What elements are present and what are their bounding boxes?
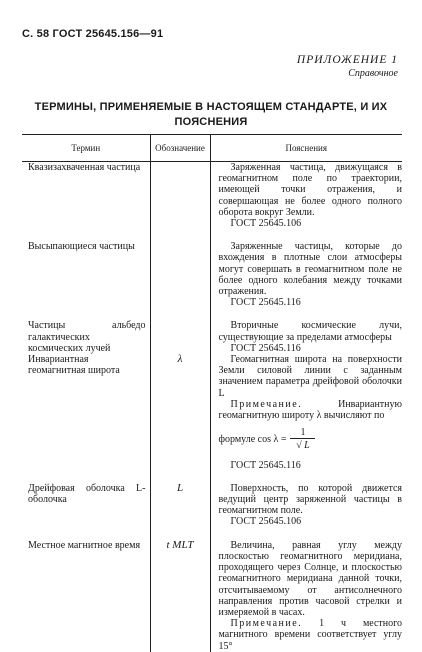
table-header-row: [22, 135, 402, 162]
gost-reference: ГОСТ 25645.116: [230, 297, 301, 309]
formula-fraction: [290, 427, 315, 451]
symbol-cell: t MLT: [150, 540, 210, 652]
symbol-cell: L: [150, 483, 210, 528]
formula-numerator: 1: [290, 427, 315, 439]
gost-reference: ГОСТ 25645.116: [230, 342, 301, 354]
symbol-cell: [150, 320, 210, 354]
gost-reference: ГОСТ 25645.106: [230, 218, 302, 230]
term-cell: Дрейфовая оболочка L-оболочка: [28, 482, 146, 506]
explanation-cell: [210, 483, 402, 528]
note-text: Инвариантную геомагнитную широту λ вычисляют по: [218, 398, 402, 422]
explanation-cell: [210, 241, 402, 308]
note: [219, 399, 403, 421]
term-cell: Инвариантная геомагнитная широта: [28, 354, 120, 377]
appendix-label: [297, 54, 398, 79]
document-title: [20, 100, 402, 130]
explanation-text: Вторичные космические лучи, существующие за пределами атмосферы: [218, 320, 402, 343]
note-label: Примечание.: [230, 618, 303, 630]
formula-denominator: √ L: [296, 440, 310, 452]
formula-prefix: формуле cos λ =: [218, 433, 287, 445]
term-cell: Высыпающиеся частицы: [28, 241, 135, 253]
explanation-cell: [210, 162, 402, 230]
header-term: Термин: [22, 135, 150, 162]
note-text: 1 ч местного магнитного времени соответствует углу 15°: [218, 618, 403, 652]
page-header: С. 58 ГОСТ 25645.156—91: [22, 28, 164, 40]
explanation-text: Поверхность, по которой движется ведущий центр заряженной частицы в геомагнитном поле.: [218, 482, 402, 517]
table-row: [22, 241, 402, 308]
document-title-line1: ТЕРМИНЫ, ПРИМЕНЯЕМЫЕ В НАСТОЯЩЕМ СТАНДАРТЕ, И ИХ: [34, 101, 388, 113]
explanation-text: Геомагнитная широта на поверхности Земли силовой линии с заданным значением параметра дрейфовой оболочки L: [218, 354, 402, 399]
symbol-cell: [150, 241, 210, 308]
symbol-cell: λ: [150, 354, 210, 471]
table-row: [22, 162, 402, 230]
explanation-text: Заряженная частица, движущаяся в геомагнитном поле по траектории, имеющей точки отражения, и совершающая не более одного полного оборота вокруг Земли.: [218, 162, 402, 218]
symbol-cell: [150, 162, 210, 230]
gost-reference: ГОСТ 25645.116: [230, 459, 301, 471]
explanation-cell: [210, 320, 402, 354]
appendix-subtitle: Справочное: [348, 68, 398, 79]
formula: [219, 427, 403, 451]
term-cell: Квазизахваченная частица: [28, 162, 141, 173]
note-label: Примечание.: [230, 398, 303, 410]
document-title-line2: ПОЯСНЕНИЯ: [174, 116, 248, 128]
header-explanation: Пояснения: [210, 135, 402, 162]
terms-table: [22, 134, 402, 652]
appendix-title: ПРИЛОЖЕНИЕ 1: [296, 54, 398, 66]
explanation-text: Величина, равная углу между плоскостью геомагнитного меридиана, проходящего через Солнце, и плоскостью геомагнитного меридиана данной точки, отсчитываемому от антисолнечного направления против часовой стрелки и измеряемой в часах.: [218, 539, 402, 618]
term-cell: Частицы альбедо галактических космических лучей: [28, 320, 146, 354]
table-row: [22, 320, 402, 354]
term-cell: Местное магнитное время: [28, 539, 141, 551]
explanation-text: Заряженные частицы, которые до вхождения в плотные слои атмосферы могут совершать в геомагнитном поле не более одного колебания между точками отражения.: [218, 241, 402, 298]
gost-reference: ГОСТ 25645.106: [230, 516, 302, 528]
header-symbol: Обозначение: [150, 135, 210, 162]
table-row: [22, 354, 402, 471]
explanation-cell: [210, 354, 402, 471]
table-row: [22, 483, 402, 528]
